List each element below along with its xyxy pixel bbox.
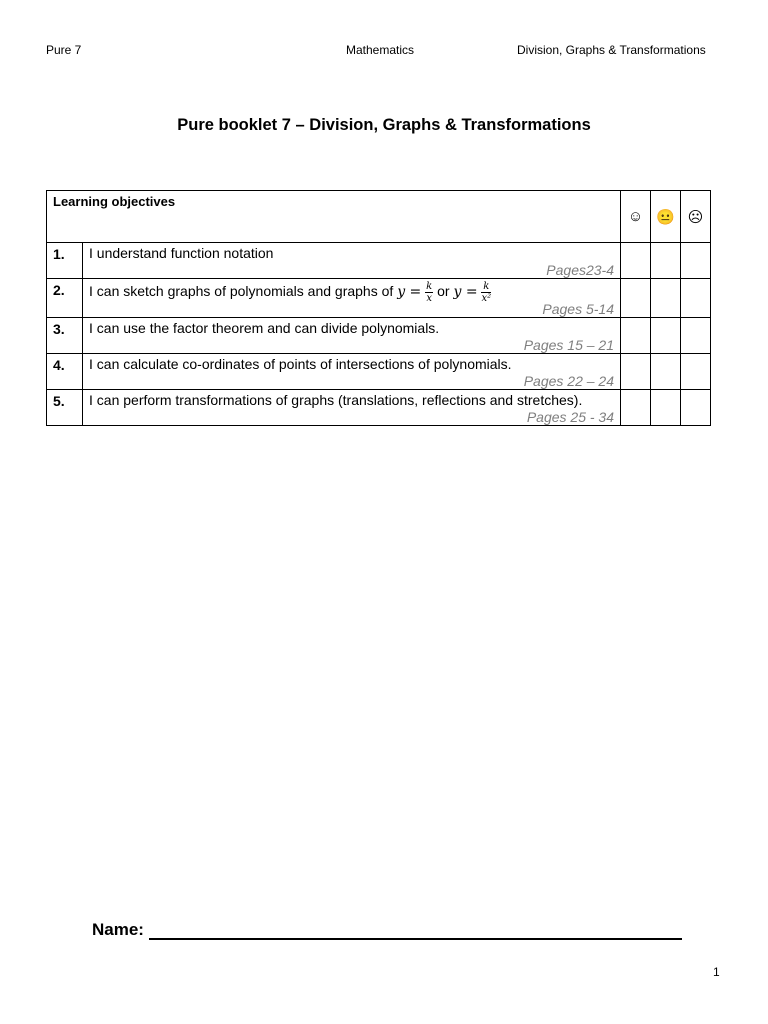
page-number: 1	[713, 965, 720, 979]
numerator: k	[426, 281, 433, 292]
rating-cell[interactable]	[621, 243, 651, 279]
name-label: Name:	[92, 920, 144, 939]
rating-cell[interactable]	[621, 354, 651, 390]
or-text: or	[437, 283, 450, 300]
row-number: 1.	[47, 243, 83, 279]
denominator: x²	[481, 293, 492, 304]
header-center: Mathematics	[346, 43, 415, 57]
objective-text: I can calculate co-ordinates of points of intersections of polynomials.	[89, 356, 512, 372]
header-left: Pure 7	[46, 43, 82, 57]
denominator: x	[426, 293, 433, 304]
equation-lhs: y =	[453, 284, 478, 301]
page-reference: Pages 5-14	[542, 301, 614, 317]
rating-cell[interactable]	[681, 243, 711, 279]
rating-cell[interactable]	[651, 279, 681, 318]
rating-cell[interactable]	[681, 318, 711, 354]
name-field[interactable]	[92, 920, 682, 940]
rating-cell[interactable]	[681, 390, 711, 426]
name-line[interactable]	[149, 922, 682, 940]
fraction	[481, 281, 491, 304]
equation-lhs: y =	[397, 284, 422, 301]
numerator: k	[483, 281, 490, 292]
page-reference: Pages 22 – 24	[523, 373, 614, 389]
page-reference: Pages 25 - 34	[526, 409, 614, 425]
row-number: 4.	[47, 354, 83, 390]
row-number: 3.	[47, 318, 83, 354]
page-reference: Pages23-4	[546, 262, 614, 278]
sad-face-icon: ☹	[681, 191, 711, 243]
table-row	[47, 390, 711, 426]
objective-text-part: I can sketch graphs of polynomials and graphs of	[89, 283, 394, 300]
rating-cell[interactable]	[651, 243, 681, 279]
header-right: Division, Graphs & Transformations	[517, 43, 706, 57]
happy-face-icon: ☺	[621, 191, 651, 243]
rating-cell[interactable]	[621, 318, 651, 354]
page-title: Pure booklet 7 – Division, Graphs & Transformations	[177, 116, 591, 134]
table-row	[47, 354, 711, 390]
objectives-table	[46, 190, 711, 426]
rating-cell[interactable]	[651, 354, 681, 390]
page-reference: Pages 15 – 21	[523, 337, 614, 353]
rating-cell[interactable]	[621, 279, 651, 318]
rating-cell[interactable]	[621, 390, 651, 426]
row-number: 5.	[47, 390, 83, 426]
objectives-heading: Learning objectives	[47, 191, 621, 243]
table-row	[47, 279, 711, 318]
objective-text: I can use the factor theorem and can divide polynomials.	[89, 320, 440, 336]
table-row	[47, 243, 711, 279]
table-row	[47, 318, 711, 354]
rating-cell[interactable]	[681, 354, 711, 390]
rating-cell[interactable]	[681, 279, 711, 318]
objective-text: I understand function notation	[89, 245, 274, 261]
row-number: 2.	[47, 279, 83, 318]
rating-cell[interactable]	[651, 390, 681, 426]
objective-text: I can perform transformations of graphs (translations, reflections and stretches).	[89, 392, 583, 408]
table-header-row	[47, 191, 711, 243]
neutral-face-icon: 😐	[651, 191, 681, 243]
rating-cell[interactable]	[651, 318, 681, 354]
fraction	[425, 281, 433, 304]
